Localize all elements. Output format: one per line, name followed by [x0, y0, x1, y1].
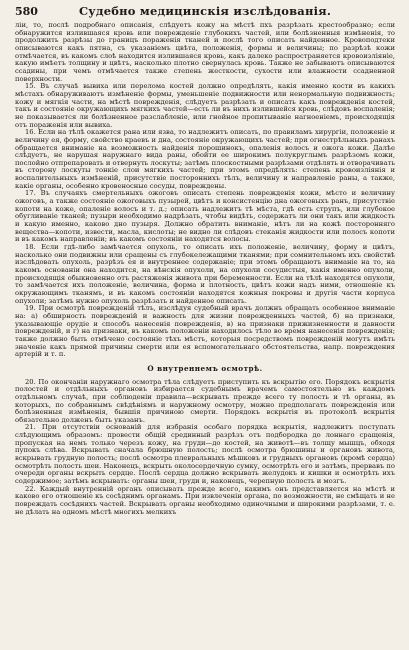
- paragraph: 20. По окончанiи наружнаго осмотра тѣла слѣдуетъ приступить къ вскрытiю его. Порядокъ вскрытiя полостей и отдѣльныхъ органовъ избирается судебнымъ врачемъ самостоятельно въ каждомъ отдѣльномъ случаѣ, при соблюденiи правила—вскрывать прежде всего ту полость и тѣ органы, въ которыхъ, по собраннымъ свѣдѣнiямъ и наружному осмотру, можно предполагать поврежденiя или болѣзненныя измѣненiя, бывшiя причиною смерти. Порядокъ вскрытiя въ протоколѣ вскрытiя обязательно долженъ быть указанъ.: [15, 377, 395, 424]
- paragraph: 15. Въ случаѣ вывиха или перелома костей должно опредѣлять, какiя именно кости въ какихъ мѣстахъ обнаруживаютъ измѣненiе формы, уменьшенiе подвижности или ненормальную подвижность; кожу и мягкiя части, на мѣстѣ поврежденiя, слѣдуетъ разрѣзать и описать какъ поврежденiя костей, такъ и состоянiе окружающихъ мягкихъ частей—есть ли въ нихъ излившейся кровь, слѣдовъ воспаленiя; не показывается ли болѣзненное разслабленiе, или гнойное пропитыванiе нагноенiемъ, происходящiя отъ пораженiя или вывиха.: [15, 82, 395, 129]
- paragraph: 19. При осмотрѣ поврежденiй тѣлъ, изслѣдуя судебный врачъ должнъ обращать особенное вниманiе на: а) обширность поврежденiй и важность для жизни поврежденныхъ частей, б) на признаки, указывающiе орудiе и способъ нанесенiя поврежденiя, в) на признаки прижизненности и давности поврежденiй, и г) на признаки, въ какомъ положенiи находилось тѣло во время нанесенiя поврежденiя; также должно быть отмѣчено состоянiе тѣхъ мѣстъ, которыя посредствомъ поврежденiй могутъ имѣть значенiе какъ прямой причины смерти или ея вспомогательнаго обстоятельства, напр. повреждения артерiй и т. п.: [15, 304, 395, 359]
- paragraph: 22. Каждый внутреннiй органъ описывать прежде всего, какимъ онъ представляется на мѣстѣ и каково его отношенiе къ сосѣднимъ органамъ. При извлеченiи органа, по возможности, не смѣщать и не повреждать сосѣднихъ частей. Вскрывать органы необходимо одиночными и широкими разрѣзами, т. е. не дѣлать на одномъ мѣстѣ многихъ мелкихъ: [15, 484, 395, 516]
- running-title: Судебно медицинскiя изслѣдованiя.: [78, 4, 332, 18]
- paragraph: лiи, то, послѣ подробнаго описанiя, слѣдуетъ кожу на мѣстѣ пхъ разрѣзать крестообразно; если обнаружится излившаяся кровь или поврежденiе глубокихъ частей, или болѣзненныя измѣненiя, то продолжить разрѣзы до границъ пораженiя тканей и послѣ того описать найденное. Кровоподтеки описываются какъ пятна, съ указанiемъ цвѣта, положенiя, формы и величины; по разрѣзѣ кожи отмѣчается, въ какомъ слоѣ находится излившаяся кровь, какъ далеко распространяется кровоизлiянiе, какую имѣетъ толщину и цвѣтъ, насколько плотно свернулась кровь. Также не забываютъ описываются ссадины, при чемъ отмѣчается также степень жесткости, сухости или влажности ссадненной поверхности.: [15, 21, 395, 83]
- page-number: 580: [15, 5, 38, 18]
- body-text: [15, 22, 395, 516]
- paragraph: 16. Если на тѣлѣ окажется рана или язва, то надлежитъ описать, по правиламъ хирургiи, положенiе и величину ея, форму, свойство краевъ и дна, состоянiе окружающихъ частей; при огнестрѣльныхъ ранахъ обращается вниманiе на возможность найденiя порошинокъ, опаленiя волосъ и ожога кожи. Далѣе слѣдуетъ, не нарушая наружнаго вида раны, обойти ее широкимъ полукруглымъ разрѣзомъ кожи, послойно отпрепаровать и отвернуть лоскуты; затѣмъ плоскостными разрѣзами отдѣлять и отворачивать въ сторону лоскуты тонкiе слои мягкихъ частей; при этомъ опредѣлять: степень кровоизлiянiя и воспалительныхъ измѣненiй, присутствiе постороннихъ тѣлъ, величину и направленiе раны, а также, какiе органы, особенно кровеносные сосуды, повреждены.: [15, 128, 395, 190]
- paragraph: 21. При отсутствiи основанiй для избранiя особаго порядка вскрытiя, надлежитъ поступать слѣдующимъ образомъ: провести общiй срединный разрѣзъ отъ подбородка до лоннаго сращенiя, пропуская на немъ только черезъ кожу, на груди—до костей, на животѣ—въ толщу мышцъ, обходя пупокъ слѣва. Вскрывать сначала брюшную полость; послѣ осмотра брюшины и органовъ живота, вскрывать грудную полость; послѣ осмотра плевральныхъ мѣшковъ и грудныхъ органовъ (кромѣ сердца) осмотрѣть полость шеи. Наконецъ, вскрыть околосердечную сумку, осмотрѣть его и затѣмъ, прервавъ по очереди органы вскрыть сердце. Послѣ сердца должно вскрывать желудокъ и кишки и осмотрѣть ихъ содержимое; затѣмъ вскрывать: органы шеи, груди и, наконецъ, черепную полость и мозгъ.: [15, 423, 395, 486]
- section-title: О внутреннемъ осмотрѣ.: [147, 363, 263, 373]
- paragraph: 18. Если гдѣ-либо замѣчается опухоль, то описать ихъ положенiе, величину, форму и цвѣтъ, насколько они подвижны или сращены съ глубокележащими тканями; при сомнительномъ ихъ свойствѣ изслѣдовать опухоль, разрѣзъ ея и внутреннее содержанiе; при этомъ обращаютъ вниманiе на то, на какомъ основанiи она находится, на вѣнскiя опухоли, на опухоли сосудистыя, какiя именно опухоли, происходящiя обыкновенно отъ растяженiя живота при беременности. Если на тѣлѣ находятся опухоли, то замѣчается ихъ положенiе, величина, форма и плотность, цвѣтъ кожи надъ ними, отношенiе къ окружающимъ тканямъ, и въ какомъ состоянiи находятся кожныя покровы и другiя части корпуса опухоли; затѣмъ нужно опухоль разрѣзать и найденное описать.: [15, 243, 395, 305]
- paragraph: 17. Въ случаяхъ смертельныхъ ожоговъ описать степень поврежденiя кожи, мѣсто и величину ожоговъ, а также состоянiе ожоговыхъ пузырей, цвѣтъ и консистенцiю дна ожоговыхъ ранъ, присутствiе копоти на коже, опаленiе волосъ и т. д.; описать надлежитъ тѣ мѣста, гдѣ есть струпъ, или глубокое обугливанiе тканей; пузыри необходимо надрѣзать, чтобы видѣть, содержатъ ли они такъ или жидкость и какую именно, каково дно пузыря. Должно обратить вниманiе, нѣтъ ли на кожѣ посторонняго вещества—копоти, извести, масла, кислоты; не видно ли слѣдовъ стеканiя жидкости или полосъ копоти и въ какомъ направленiи; въ какомъ состоянiи находятся волосы.: [15, 189, 395, 244]
- page-header: [15, 4, 395, 19]
